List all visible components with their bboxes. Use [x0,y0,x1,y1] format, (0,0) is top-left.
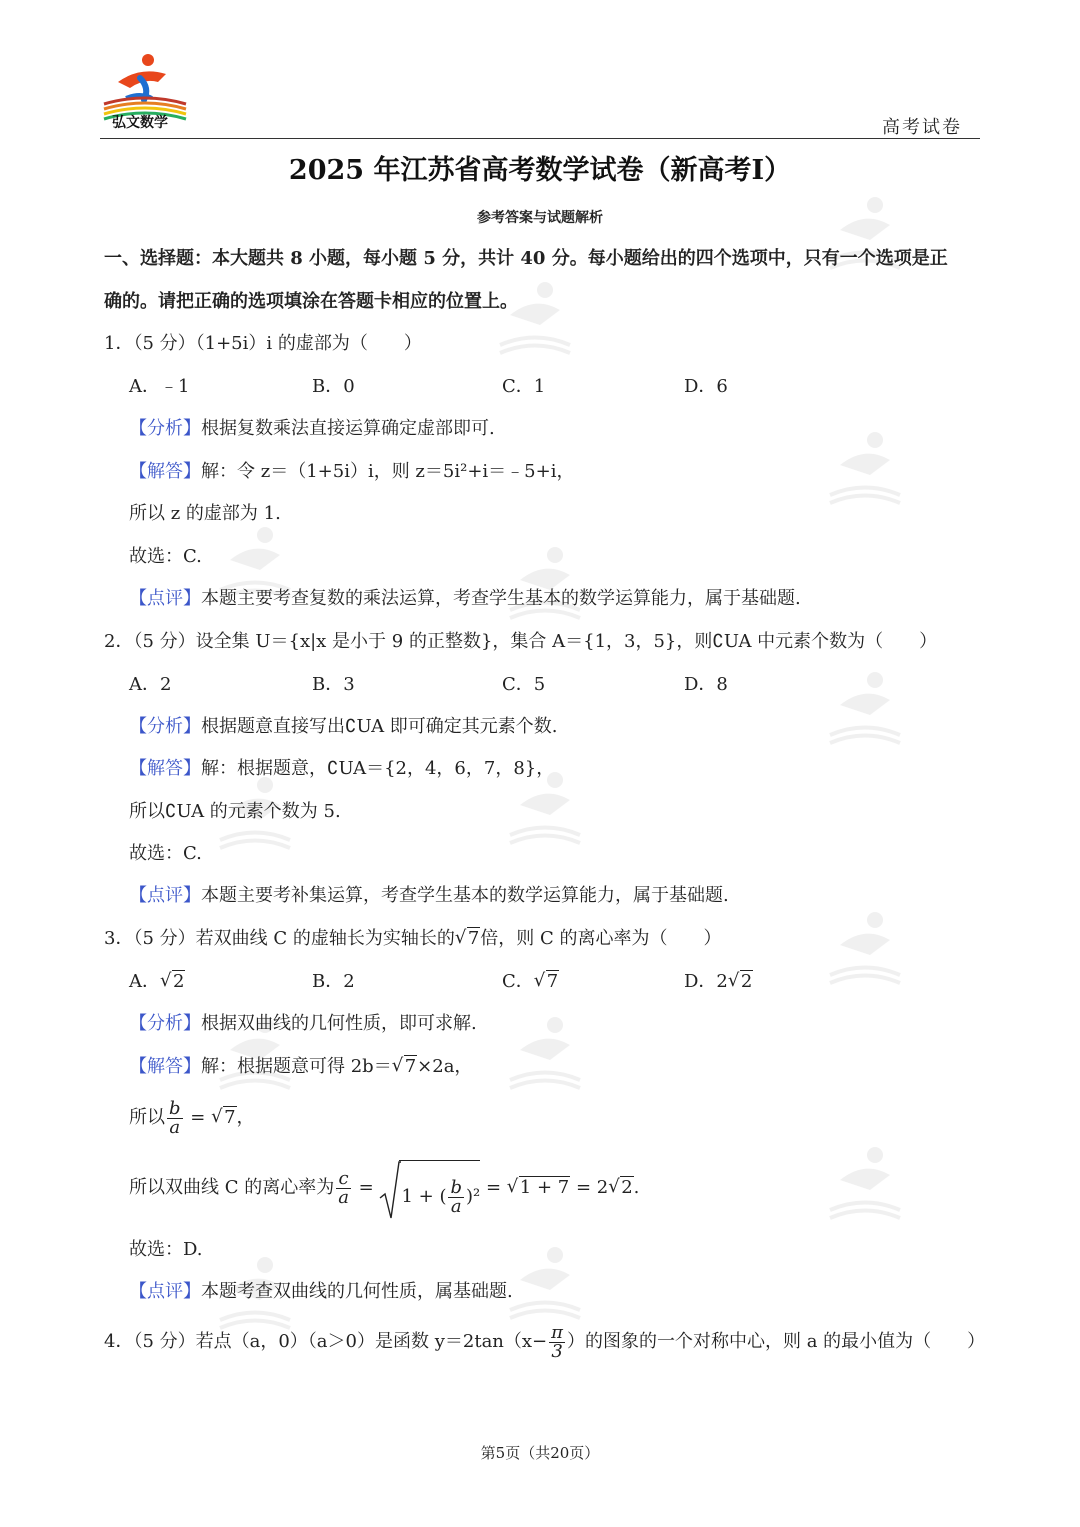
q3-option-a [129,970,185,994]
q1-comment [129,587,801,611]
page-subtitle: 参考答案与试题解析 [477,210,603,226]
q2-option-b: B．3 [312,674,355,695]
page-footer: 第5页（共20页） [480,1444,600,1462]
analysis-text: 根据题意直接写出∁UA 即可确定其元素个数. [201,716,558,737]
solution-text: 解：令 z＝（1+5i）i，则 z＝5i²+i＝﹣5+i， [201,461,575,482]
q1-analysis [129,417,495,441]
analysis-text: 根据双曲线的几何性质，即可求解. [201,1013,477,1034]
watermark-logo-icon [820,1140,910,1230]
sqrt-expr [728,970,753,994]
q3-ratio-line [129,1098,255,1138]
q2-analysis [129,715,558,739]
q3-choice: 故选：D. [129,1239,203,1260]
ratio-suffix: ， [236,1107,255,1128]
denominator: 3 [551,1340,563,1362]
equals: = [184,1107,212,1128]
q4-stem-part1: 4．（5 分）若点（a，0）（a＞0）是函数 y＝2tan（x− [104,1331,548,1352]
radicand [399,1160,480,1225]
radicand: 1 + 7 [519,1177,570,1198]
sqrt-expr [455,927,480,951]
q3-stem-part1: 3．（5 分）若双曲线 C 的虚轴长为实轴长的 [104,928,455,949]
analysis-tag: 【分析】 [129,418,201,439]
big-sqrt-expr [379,1160,480,1216]
radicand-part1: 1 + ( [401,1186,447,1207]
brand-name: 弘文数学 [112,115,168,131]
page-title: 2025 年江苏省高考数学试卷（新高考Ⅰ） [288,155,792,186]
comment-text: 本题考查双曲线的几何性质，属基础题. [201,1281,513,1302]
solution-tag: 【解答】 [129,1056,201,1077]
solution-text: 解：根据题意，∁UA＝{2，4，6，7，8}， [201,758,555,779]
solution-tag: 【解答】 [129,758,201,779]
denominator: a [450,1195,462,1217]
header-divider [100,138,980,139]
numerator: b [169,1097,181,1119]
equals: = [352,1177,380,1198]
radicand: 7 [467,928,480,949]
option-label: D．2 [684,971,728,992]
q3-option-d [684,970,753,994]
watermark-logo-icon [490,275,580,365]
sqrt-expr [608,1160,633,1216]
q3-option-b: B．2 [312,971,355,992]
q4-stem [104,1322,985,1362]
solution-text-end: ×2a， [417,1056,473,1077]
q3-option-c [502,970,559,994]
q2-solution [129,757,554,781]
q1-choice: 故选：C. [129,546,202,567]
watermark-logo-icon [500,1240,590,1330]
q1-option-d: D．6 [684,376,728,397]
radicand: 2 [173,971,185,992]
numerator: b [450,1176,463,1198]
header-doc-type: 高考试卷 [882,117,962,138]
q3-analysis [129,1012,477,1036]
ratio-prefix: 所以 [129,1107,165,1128]
comment-tag: 【点评】 [129,1281,201,1302]
q2-option-d: D．8 [684,674,728,695]
q2-choice: 故选：C. [129,843,202,864]
watermark-logo-icon [820,665,910,755]
q1-stem: 1．（5 分）（1+5i）i 的虚部为（ ） [104,333,422,354]
q1-option-a: A．﹣1 [129,376,190,397]
fraction [448,1176,464,1217]
radicand: 7 [404,1056,417,1077]
sqrt-expr [507,1160,570,1216]
comment-tag: 【点评】 [129,885,201,906]
q2-solution-line2: 所以∁UA 的元素个数为 5. [129,801,341,822]
denominator: a [338,1186,349,1208]
comment-tag: 【点评】 [129,588,201,609]
numerator: π [551,1321,563,1343]
q2-option-c: C．5 [502,674,546,695]
watermark-logo-icon [500,1010,590,1100]
q1-solution-line2: 所以 z 的虚部为 1. [129,503,281,524]
equals: = [480,1177,507,1198]
option-label: C． [502,971,534,992]
fraction [549,1321,565,1362]
section-heading-line1: 一、选择题：本大题共 8 小题，每小题 5 分，共计 40 分。每小题给出的四个选项中，只有一个选项是正 [104,248,948,269]
q1-option-c: C．1 [502,376,546,397]
q3-solution [129,1055,472,1079]
period: . [633,1177,640,1198]
analysis-text: 根据复数乘法直接运算确定虚部即可. [201,418,495,439]
comment-text: 本题主要考补集运算，考查学生基本的数学运算能力，属于基础题. [201,885,729,906]
q2-option-a: A．2 [129,674,172,695]
q3-eccentricity-line [129,1160,639,1216]
fraction [336,1167,351,1208]
q3-comment [129,1280,513,1304]
equals-two: = 2 [570,1177,609,1198]
sqrt-expr [211,1098,236,1138]
radical-sign-icon [379,1160,401,1220]
q3-stem [104,927,722,951]
fraction [167,1097,183,1138]
section-heading-line2: 确的。请把正确的选项填涂在答题卡相应的位置上。 [104,291,518,312]
denominator: a [169,1116,181,1138]
numerator: c [336,1170,351,1189]
analysis-tag: 【分析】 [129,716,201,737]
watermark-logo-icon [820,905,910,995]
q2-comment [129,884,729,908]
q4-stem-part2: ）的图象的一个对称中心，则 a 的最小值为（ ） [566,1331,986,1352]
radicand: 7 [224,1107,236,1128]
solution-text: 解：根据题意可得 2b＝ [201,1056,392,1077]
radicand-part2: )² [466,1186,481,1207]
solution-tag: 【解答】 [129,461,201,482]
q2-stem: 2．（5 分）设全集 U＝{x|x 是小于 9 的正整数}，集合 A＝{1，3，5}，则∁UA 中元素个数为（ ） [104,631,938,652]
radicand: 2 [740,971,753,992]
watermark-logo-icon [820,425,910,515]
analysis-tag: 【分析】 [129,1013,201,1034]
radicand: 7 [546,971,559,992]
radicand: 2 [621,1177,633,1198]
ecc-prefix: 所以双曲线 C 的离心率为 [129,1177,335,1198]
sqrt-expr [160,970,185,994]
sqrt-expr [534,970,559,994]
q3-stem-part2: 倍，则 C 的离心率为（ ） [480,928,722,949]
option-label: A． [129,971,160,992]
q1-solution [129,460,574,484]
q1-option-b: B．0 [312,376,355,397]
sqrt-expr [392,1055,417,1079]
watermark-logo-icon [500,540,590,630]
comment-text: 本题主要考查复数的乘法运算，考查学生基本的数学运算能力，属于基础题. [201,588,801,609]
